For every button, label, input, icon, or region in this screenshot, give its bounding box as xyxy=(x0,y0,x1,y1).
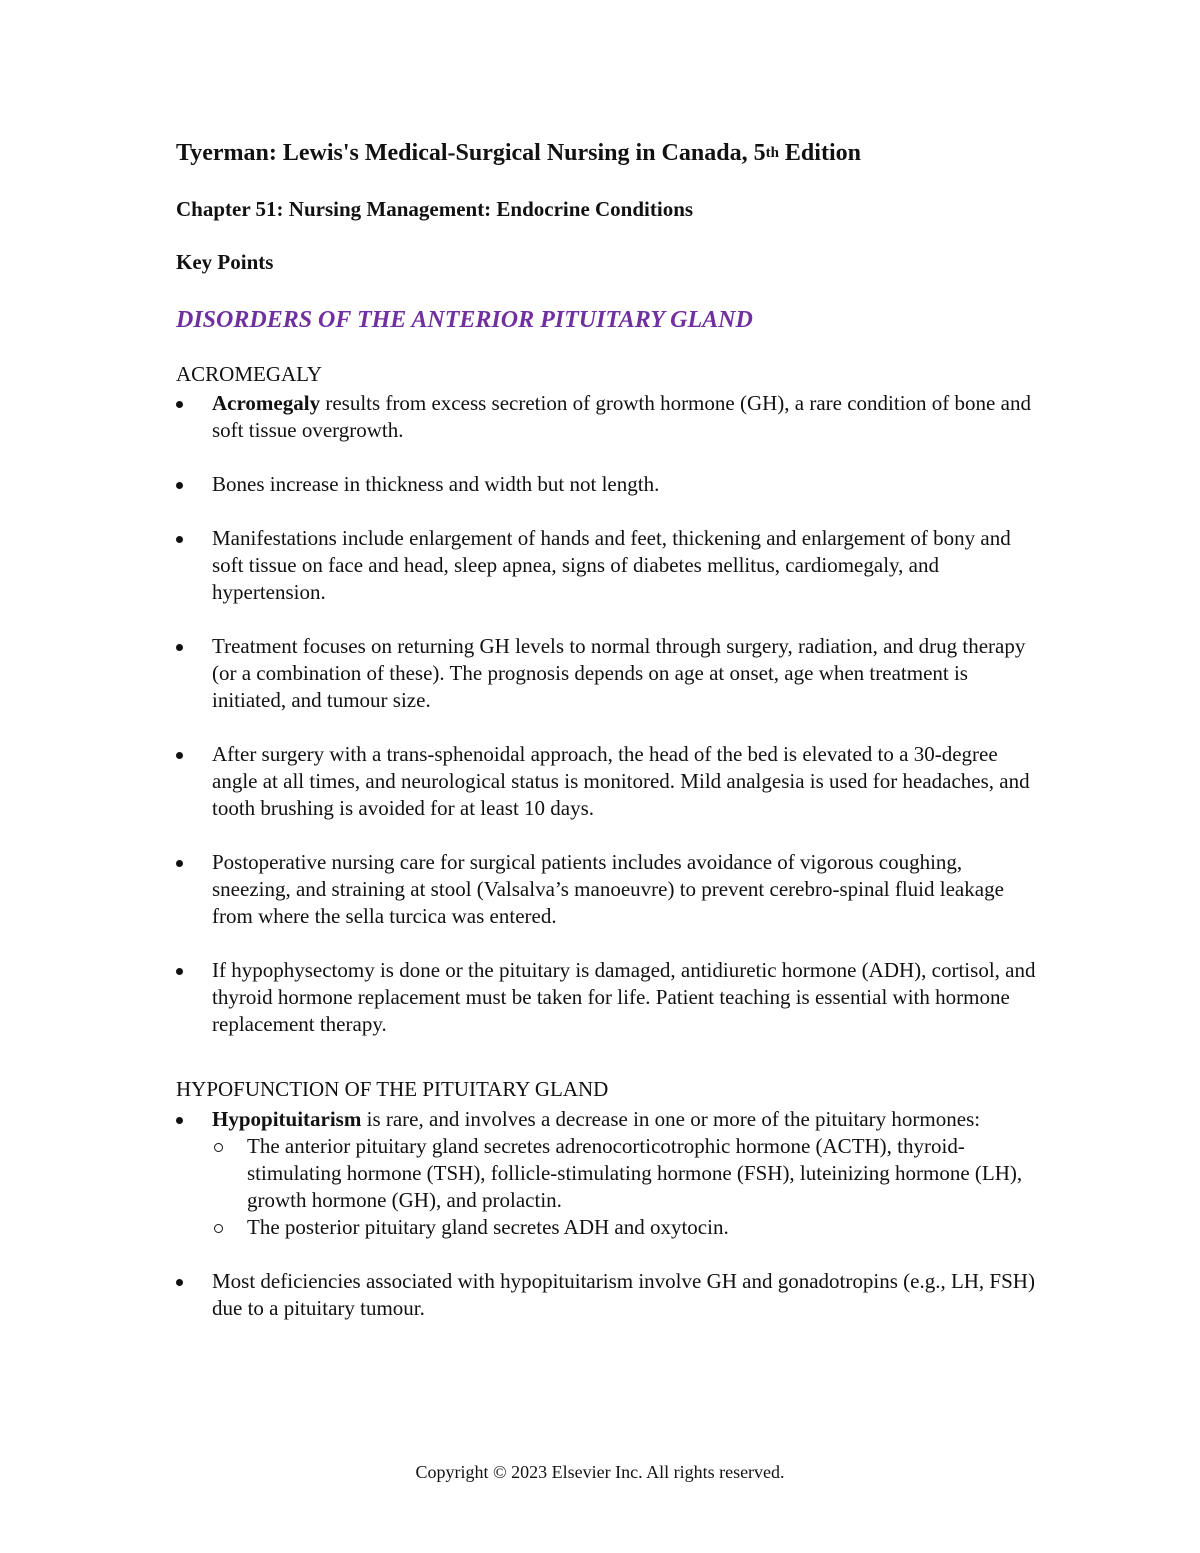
item-text: is rare, and involves a decrease in one or more of the pituitary hormones: xyxy=(361,1107,981,1131)
bullet-icon xyxy=(176,1279,183,1286)
item-text: After surgery with a trans-sphenoidal approach, the head of the bed is elevated to a 30-degree angle at all times, and neurological status is monitored. Mild analgesia is used for headaches, and tooth brushing is avoided for at least 10 days. xyxy=(212,742,1030,820)
document-title xyxy=(176,138,861,168)
sub-list-item xyxy=(212,1214,1036,1241)
list-item xyxy=(176,1106,1036,1241)
bullet-icon xyxy=(176,536,183,543)
list-item xyxy=(176,390,1036,444)
bullet-icon xyxy=(176,401,183,408)
bullet-icon xyxy=(176,644,183,651)
copyright-footer: Copyright © 2023 Elsevier Inc. All rights reserved. xyxy=(415,1462,785,1482)
list-item xyxy=(176,957,1036,1038)
title-superscript: th xyxy=(765,145,779,161)
hypofunction-list xyxy=(176,1106,1036,1322)
item-text: If hypophysectomy is done or the pituitary is damaged, antidiuretic hormone (ADH), cortisol, and thyroid hormone replacement must be taken for life. Patient teaching is essential with hormone replacement therapy. xyxy=(212,958,1036,1036)
bullet-icon xyxy=(176,752,183,759)
item-text: Most deficiencies associated with hypopituitarism involve GH and gonadotropins (e.g., LH, FSH) due to a pituitary tumour. xyxy=(212,1269,1035,1320)
section-title: DISORDERS OF THE ANTERIOR PITUITARY GLAND xyxy=(176,307,753,333)
list-item xyxy=(176,741,1036,822)
hypofunction-heading: HYPOFUNCTION OF THE PITUITARY GLAND xyxy=(176,1077,609,1101)
item-text: Manifestations include enlargement of hands and feet, thickening and enlargement of bony and soft tissue on face and head, sleep apnea, signs of diabetes mellitus, cardiomegaly, and hypertension. xyxy=(212,526,1011,604)
key-points-heading: Key Points xyxy=(176,250,274,274)
circle-bullet-icon xyxy=(214,1224,223,1233)
sub-list-item xyxy=(212,1133,1036,1214)
list-item xyxy=(176,471,1036,498)
term: Acromegaly xyxy=(212,391,321,415)
item-text: Treatment focuses on returning GH levels to normal through surgery, radiation, and drug therapy (or a combination of these). The prognosis depends on age at onset, age when treatment is initiated, and tumour size. xyxy=(212,634,1026,712)
list-item xyxy=(176,1268,1036,1322)
list-item xyxy=(176,525,1036,606)
list-item xyxy=(176,633,1036,714)
circle-bullet-icon xyxy=(214,1143,223,1152)
sub-item-text: The anterior pituitary gland secretes adrenocorticotrophic hormone (ACTH), thyroid-stimulating hormone (TSH), follicle-stimulating hormone (FSH), luteinizing hormone (LH), growth hormone (GH), and prolactin. xyxy=(247,1134,1023,1212)
bullet-icon xyxy=(176,482,183,489)
item-text: Postoperative nursing care for surgical patients includes avoidance of vigorous coughing, sneezing, and straining at stool (Valsalva’s manoeuvre) to prevent cerebro-spinal fluid leakage from where the sella turcica was entered. xyxy=(212,850,1004,928)
sub-item-text: The posterior pituitary gland secretes ADH and oxytocin. xyxy=(247,1215,729,1239)
bullet-icon xyxy=(176,860,183,867)
title-main: Tyerman: Lewis's Medical-Surgical Nursing in Canada, 5 xyxy=(176,140,766,166)
bullet-icon xyxy=(176,968,183,975)
item-text: results from excess secretion of growth hormone (GH), a rare condition of bone and soft tissue overgrowth. xyxy=(212,391,1031,442)
acromegaly-list xyxy=(176,390,1036,1038)
item-text: Bones increase in thickness and width but not length. xyxy=(212,472,660,496)
sub-list xyxy=(212,1133,1036,1241)
list-item xyxy=(176,849,1036,930)
term: Hypopituitarism xyxy=(212,1107,362,1131)
bullet-icon xyxy=(176,1117,183,1124)
title-end: Edition xyxy=(778,140,861,166)
chapter-heading: Chapter 51: Nursing Management: Endocrine Conditions xyxy=(176,197,694,221)
acromegaly-heading: ACROMEGALY xyxy=(176,362,323,386)
